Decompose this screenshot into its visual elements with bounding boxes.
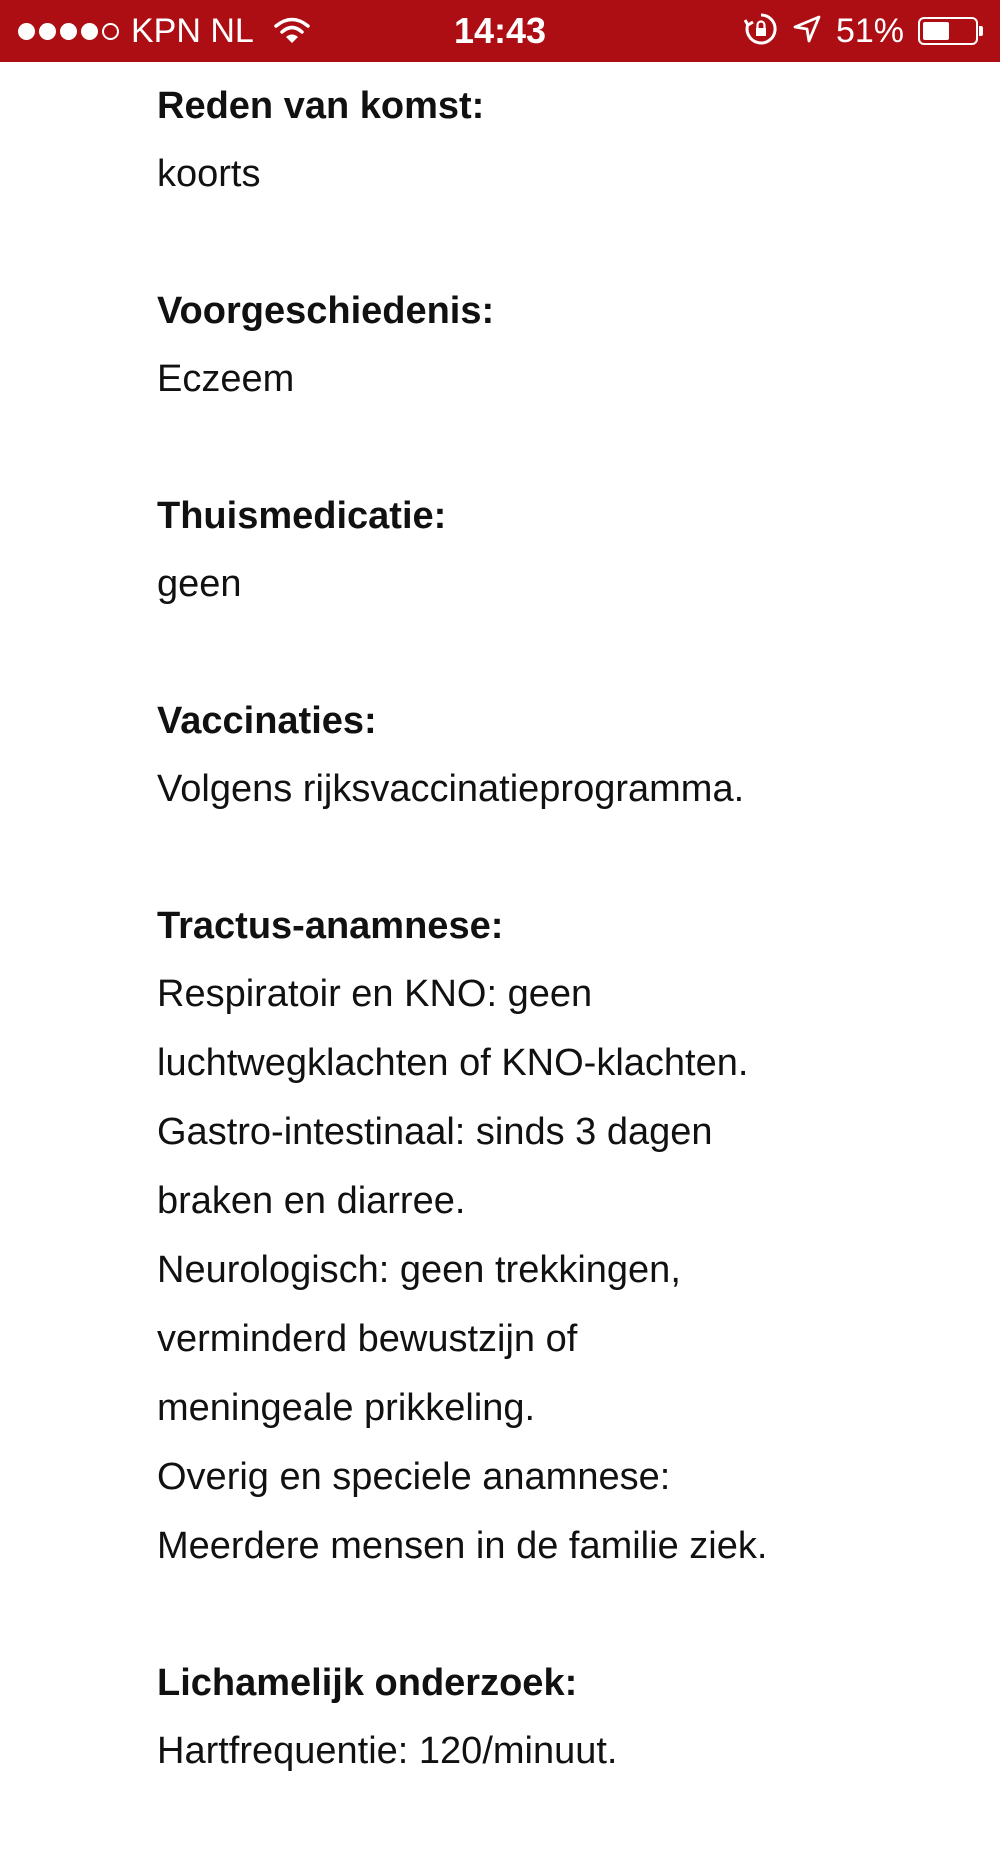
section-text: geen — [157, 563, 242, 605]
clock-time: 14:43 — [453, 10, 547, 51]
wifi-icon — [274, 16, 314, 46]
status-right — [744, 0, 984, 62]
medical-record-content — [157, 72, 977, 1854]
battery-body — [918, 17, 978, 45]
section-tractus-anamnese — [157, 892, 977, 1581]
section-text: Volgens rijksvaccinatieprogramma. — [157, 768, 745, 810]
section-title: Thuismedicatie: — [157, 495, 447, 537]
signal-dot — [81, 23, 98, 40]
section-title: Lichamelijk onderzoek: — [157, 1662, 578, 1704]
section-title: Voorgeschiedenis: — [157, 290, 495, 332]
status-left — [18, 0, 314, 62]
section-text: Hartfrequentie: 120/minuut. — [157, 1730, 618, 1772]
location-arrow-icon — [792, 14, 822, 49]
section-title: Reden van komst: — [157, 85, 485, 127]
battery-percentage: 51% — [835, 12, 904, 50]
section-text: verminderd bewustzijn of — [157, 1318, 578, 1360]
signal-dot-empty — [102, 23, 119, 40]
battery-icon — [918, 16, 984, 46]
signal-dot — [60, 23, 77, 40]
signal-strength-icon — [18, 23, 119, 40]
section-title: Vaccinaties: — [157, 700, 377, 742]
section-reden-van-komst — [157, 72, 977, 209]
section-text: koorts — [157, 153, 261, 195]
section-text: meningeale prikkeling. — [157, 1387, 536, 1429]
section-text: Meerdere mensen in de familie ziek. — [157, 1525, 768, 1567]
section-text: luchtwegklachten of KNO-klachten. — [157, 1042, 749, 1084]
section-lichamelijk-onderzoek — [157, 1649, 977, 1786]
section-title: Tractus-anamnese: — [157, 905, 504, 947]
status-bar — [0, 0, 1000, 62]
section-text: Overig en speciele anamnese: — [157, 1456, 671, 1498]
battery-fill — [923, 22, 949, 40]
section-text: Neurologisch: geen trekkingen, — [157, 1249, 681, 1291]
section-thuismedicatie — [157, 482, 977, 619]
section-text: Respiratoir en KNO: geen — [157, 973, 593, 1015]
section-text: Eczeem — [157, 358, 295, 400]
section-vaccinaties — [157, 687, 977, 824]
signal-dot — [39, 23, 56, 40]
section-voorgeschiedenis — [157, 277, 977, 414]
carrier-name: KPN NL — [131, 12, 254, 50]
section-text: braken en diarree. — [157, 1180, 466, 1222]
signal-dot — [18, 23, 35, 40]
section-text: Gastro-intestinaal: sinds 3 dagen — [157, 1111, 713, 1153]
orientation-lock-icon — [744, 12, 778, 51]
battery-tip — [979, 26, 983, 36]
